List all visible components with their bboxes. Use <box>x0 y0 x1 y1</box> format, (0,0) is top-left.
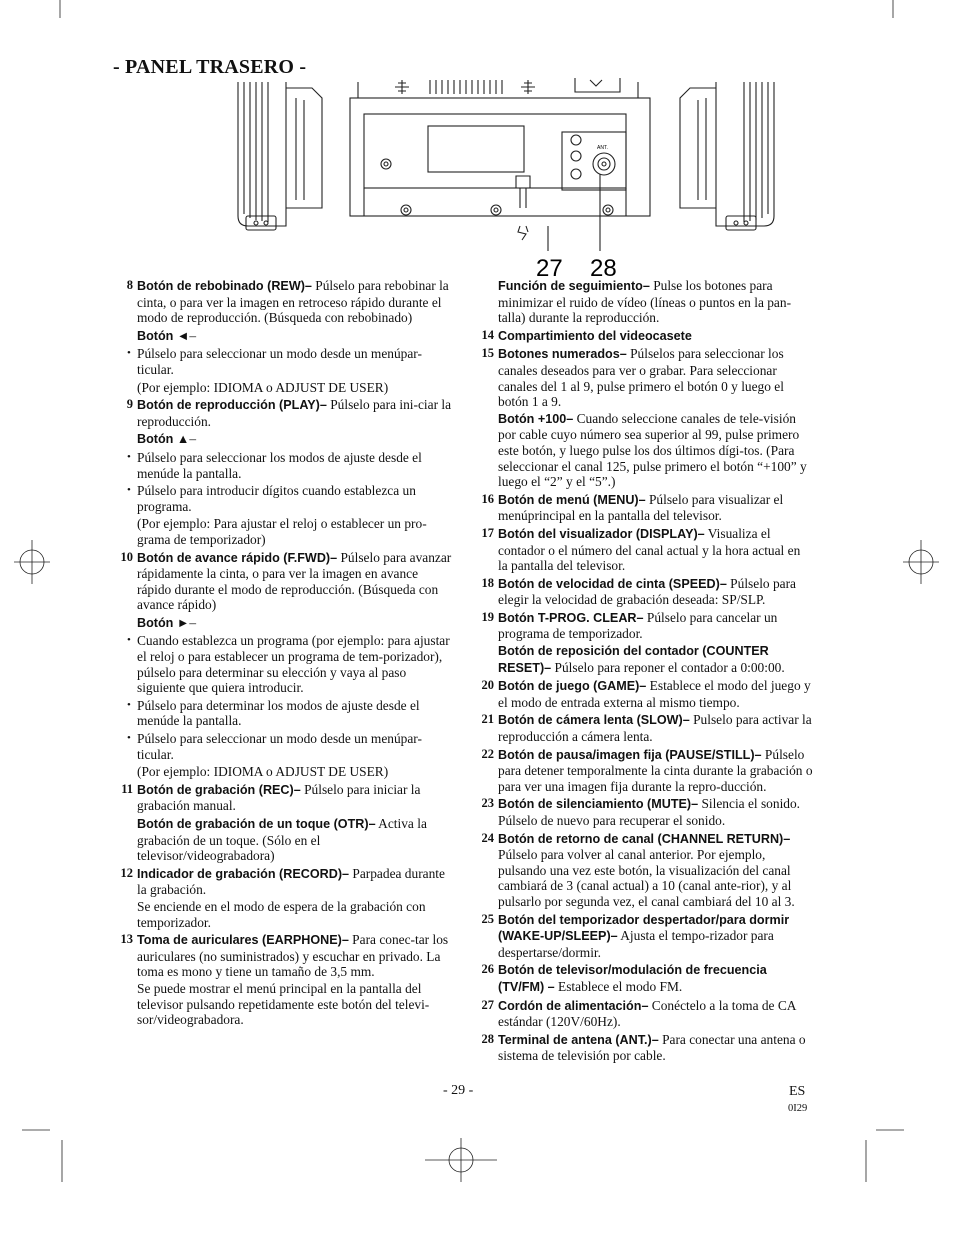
item-text: Púlselos para seleccionar los canales deseados para ver o grabar. Para seleccionar canales del 1 al 9, pulse primero el botón 0 y luego el botón 1 a 9. <box>498 346 784 410</box>
item-text: Púlselo para detener temporalmente la cinta durante la grabación o para ver una imagen fija durante la repro-ducción. <box>498 746 813 794</box>
item-18 <box>473 576 813 608</box>
item-number: 27 <box>481 997 494 1012</box>
item-heading: Función de seguimiento– <box>498 279 650 293</box>
sub-heading: Botón de grabación de un toque (OTR)– <box>137 817 376 831</box>
right-column <box>473 278 813 1066</box>
item-text: Púlselo para ini-ciar la reproducción. <box>137 397 452 429</box>
example-note: (Por ejemplo: IDIOMA o ADJUST DE USER) <box>137 379 389 395</box>
item-number: 13 <box>120 932 133 947</box>
item-number: 12 <box>120 865 133 880</box>
sub-text: – <box>189 327 197 343</box>
item-tracking <box>473 278 813 326</box>
item-number: 23 <box>481 796 494 811</box>
item-number: 26 <box>481 962 494 977</box>
item-number: 21 <box>481 712 494 727</box>
item-paragraph: Se enciende en el modo de espera de la grabación con temporizador. <box>137 898 426 930</box>
item-text: Púlselo para iniciar la grabación manual. <box>137 781 421 814</box>
bullet-text: Púlselo para seleccionar un modo desde un menúpar-ticular. <box>137 346 422 377</box>
item-text: Pulselo para activar la reproducción a cámera lenta. <box>498 712 812 745</box>
item-10 <box>112 550 452 632</box>
item-heading: Botón T-PROG. CLEAR– <box>498 610 644 625</box>
sub-text: – <box>189 614 197 630</box>
item-21 <box>473 712 813 744</box>
item-16 <box>473 492 813 524</box>
item-heading: Botón de avance rápido (F.FWD)– <box>137 550 338 565</box>
item-heading: Botón de retorno de canal (CHANNEL RETURN)– <box>498 831 791 846</box>
item-19 <box>473 610 813 676</box>
callout-28: 28 <box>590 255 617 281</box>
example-note: (Por ejemplo: IDIOMA o ADJUST DE USER) <box>137 764 389 780</box>
sub-heading: Botón ▲ <box>137 432 190 447</box>
item-number: 24 <box>481 830 494 845</box>
left-column <box>112 278 452 1030</box>
bullet-text: Púlselo para determinar los modos de ajuste desde el menúde la pantalla. <box>137 697 420 729</box>
item-text: Para conectar una antena o sistema de televisión por cable. <box>498 1031 806 1064</box>
item-number: 25 <box>481 911 494 926</box>
sub-heading: Botón ◄ <box>137 328 190 343</box>
item-text: Establece el modo del juego y el modo de entrada externa al mismo tiempo. <box>498 678 811 710</box>
item-number: 16 <box>481 491 494 506</box>
bullet <box>112 633 452 695</box>
item-number: 20 <box>481 678 494 693</box>
item-number: 15 <box>481 346 494 361</box>
item-text: Púlselo para volver al canal anterior. Por ejemplo, pulsando una vez este botón, la visualización del canal cambiará de 3 (canal actual) a 10 (canal ante-rior), y al pulsarlo por segunda vez, el canal cambiará del 10 al 3. <box>498 847 795 909</box>
item-26 <box>473 962 813 995</box>
item-text: Púlselo para visualizar el menúprincipal en la pantalla del televisor. <box>498 491 784 524</box>
item-text: Establece el modo FM. <box>554 978 683 994</box>
item-23 <box>473 796 813 828</box>
item-13 <box>112 932 452 1028</box>
item-14 <box>473 328 813 345</box>
item-text: Conéctelo a la toma de CA estándar (120V/60Hz). <box>498 997 796 1030</box>
item-heading: Botón de rebobinado (REW)– <box>137 279 312 293</box>
bullet <box>112 346 452 377</box>
language-code: ES <box>789 1084 806 1099</box>
item-11 <box>112 782 452 864</box>
item-heading: Botón del temporizador despertador/para dormir (WAKE-UP/SLEEP)– <box>498 912 790 944</box>
item-text: Silencia el sonido. Púlselo de nuevo para recuperar el sonido. <box>498 796 801 828</box>
sub-heading: Botón ► <box>137 615 190 630</box>
item-number: 11 <box>121 781 133 796</box>
item-number: 28 <box>481 1031 494 1046</box>
item-number: 14 <box>481 327 494 342</box>
page-number: - 29 - <box>443 1083 474 1098</box>
item-heading: Botón de cámera lenta (SLOW)– <box>498 713 690 728</box>
sub-text: – <box>189 431 197 447</box>
item-12 <box>112 866 452 930</box>
item-text: Púlselo para elegir la velocidad de grabación deseada: SP/SLP. <box>498 575 796 608</box>
item-27 <box>473 998 813 1030</box>
item-22 <box>473 747 813 795</box>
item-text: Ajusta el tempo-rizador para despertarse/dormir. <box>498 928 774 960</box>
item-heading: Botón de grabación (REC)– <box>137 782 301 797</box>
item-heading: Botón de televisor/modulación de frecuencia (TV/FM) – <box>498 963 767 994</box>
item-heading: Botón de menú (MENU)– <box>498 492 646 507</box>
item-heading: Indicador de grabación (RECORD)– <box>137 866 350 881</box>
item-heading: Botón de silenciamiento (MUTE)– <box>498 797 699 812</box>
item-heading: Botón de juego (GAME)– <box>498 679 647 694</box>
item-text: Visualiza el contador o el número del canal actual y la hora actual en la pantalla del televisor. <box>498 525 801 574</box>
item-heading: Botón de pausa/imagen fija (PAUSE/STILL)– <box>498 747 762 762</box>
item-text: Para conec-tar los auriculares (no suministrados) y escuchar en privado. La toma es mono y tiene un tamaño de 3,5 mm. <box>137 932 449 980</box>
item-9 <box>112 397 452 448</box>
item-number: 9 <box>126 397 133 412</box>
item-number: 8 <box>126 278 133 292</box>
bullet <box>112 698 452 729</box>
item-paragraph: Se puede mostrar el menú principal en la pantalla del televisor pulsando repetidamente este botón del televi-sor/videograbadora. <box>137 980 430 1028</box>
ant-label: ANT. <box>597 145 608 151</box>
item-number: 10 <box>120 549 133 564</box>
bullet <box>112 731 452 762</box>
item-heading: Botón de reproducción (PLAY)– <box>137 398 327 413</box>
item-text: Pulse los botones para minimizar el ruido de vídeo (líneas o puntos en la pan-talla) durante la reproducción. <box>498 278 792 326</box>
item-17 <box>473 526 813 574</box>
item-text: Púlselo para rebobinar la cinta, o para ver la imagen en retroceso rápido durante el modo de reproducción. (Búsqueda con rebobinado) <box>137 278 449 326</box>
item-text: Púlselo para cancelar un programa de temporizador. <box>498 609 778 642</box>
item-heading: Botón del visualizador (DISPLAY)– <box>498 526 705 541</box>
item-number: 18 <box>481 575 494 590</box>
item-number: 17 <box>481 525 494 540</box>
item-heading: Botones numerados– <box>498 347 627 362</box>
item-text: Parpadea durante la grabación. <box>137 865 445 898</box>
bullet <box>112 483 452 514</box>
item-25 <box>473 912 813 961</box>
item-28 <box>473 1032 813 1064</box>
item-number: 22 <box>481 746 494 761</box>
item-heading: Compartimiento del videocasete <box>498 328 692 343</box>
rear-panel-diagram <box>230 76 790 281</box>
item-heading: Toma de auriculares (EARPHONE)– <box>137 933 349 948</box>
item-text: Púlselo para avanzar rápidamente la cinta, o para ver la imagen en avance rápido durante el modo de reproducción. (Búsqueda con avance rápido) <box>137 549 452 613</box>
item-24 <box>473 831 813 910</box>
item-8 <box>112 278 452 344</box>
sub-text: Cuando seleccione canales de tele-visión por cable cuyo número sea superior al 99, pulse primero este botón, y luego pulse los dos últimos dígi-tos. (Para seleccionar el canal 125, pulse primero el botón “+100” y luego el “2” y el “5”.) <box>498 410 807 490</box>
sub-text: Púlselo para reponer el contador a 0:00:00. <box>551 659 785 675</box>
example-note: (Por ejemplo: Para ajustar el reloj o establecer un pro-grama de temporizador) <box>137 516 427 547</box>
sub-heading: Botón de reposición del contador (COUNTER RESET)– <box>498 644 769 675</box>
document-code: 0I29 <box>788 1103 808 1114</box>
item-heading: Botón de velocidad de cinta (SPEED)– <box>498 576 727 591</box>
bullet-text: Púlselo para seleccionar los modos de ajuste desde el menúde la pantalla. <box>137 449 422 481</box>
item-heading: Cordón de alimentación– <box>498 998 649 1013</box>
page-title: - PANEL TRASERO - <box>113 56 307 78</box>
callout-27: 27 <box>536 255 563 281</box>
item-15 <box>473 346 813 489</box>
item-20 <box>473 678 813 710</box>
bullet-text: Cuando establezca un programa (por ejemplo: para ajustar el reloj o para establecer un programa de tem-porizador), púlselo para determinar su elección y vaya al paso siguiente que quiera introducir. <box>137 633 450 696</box>
item-heading: Terminal de antena (ANT.)– <box>498 1032 659 1047</box>
item-number: 19 <box>481 609 494 624</box>
bullet <box>112 450 452 481</box>
sub-heading: Botón +100– <box>498 411 574 426</box>
bullet-text: Púlselo para seleccionar un modo desde un menúpar-ticular. <box>137 731 422 762</box>
sub-text: Activa la grabación de un toque. (Sólo en el televisor/videograbadora) <box>137 816 427 864</box>
bullet-text: Púlselo para introducir dígitos cuando establezca un programa. <box>137 483 416 514</box>
